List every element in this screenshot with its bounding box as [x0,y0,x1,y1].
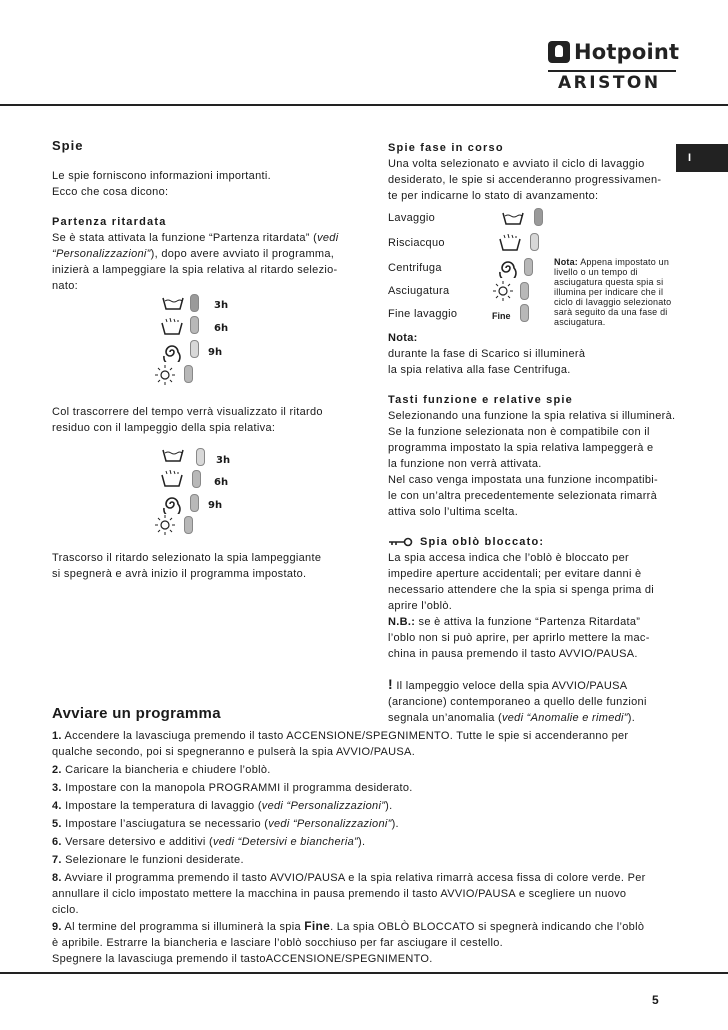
tasti-title: Tasti funzione e relative spie [388,394,573,406]
brand-hotpoint: Hotpoint [574,40,680,64]
language-tab: I [676,144,728,172]
trascorso-line-2: si spegnerà e avrà inizio il programma impostato. [52,568,307,580]
oblo-line-3: necessario attendere che la spia si spenga prima di [388,584,655,596]
phase-diagram [490,206,550,326]
nb-line-2: l’oblo non si può aprire, per aprirlo mettere la mac- [388,632,650,644]
warn-line-3: segnala un’anomalia (vedi “Anomalie e rimedi”). [388,712,636,724]
spin-icon [498,258,518,278]
led-asciugatura [520,282,529,300]
tasti-line-4: la funzione non verrà attivata. [388,458,542,470]
nota-small-line-4: illumina per indicare che il [554,287,664,297]
intro-line-2: Ecco che cosa dicono: [52,186,169,198]
warn-line-1: ! Il lampeggio veloce della spia AVVIO/PAUSA [388,676,628,692]
nota-line-1: durante la fase di Scarico si illuminerà [388,348,586,360]
tasti-line-6: le con un’altra precedentemente selezionata rimarrà [388,490,658,502]
wash-tub-icon [502,210,524,226]
dry-sun-icon [492,280,514,302]
fase-line-2: desiderato, le spie si accenderanno progressivamen- [388,174,662,186]
page-number: 5 [652,993,659,1007]
right-column-rest [388,330,688,726]
led-lavaggio [534,208,543,226]
nb-line-1: N.B.: se è attiva la funzione “Partenza Ritardata” [388,616,641,628]
partenza-title: Partenza ritardata [52,216,167,228]
tasti-line-1: Selezionando una funzione la spia relativa si illuminerà. [388,410,676,422]
nota-small-line-2: livello o un tempo di [554,267,638,277]
warn-line-2: (arancione) contemporaneo a quello delle funzioni [388,696,647,708]
oblo-line-4: aprire l’oblò. [388,600,453,612]
right-column-fase [388,140,678,204]
phase-lavaggio: Lavaggio [388,212,436,224]
nota-small-line-5: ciclo di lavaggio selezionato [554,297,672,307]
partenza-line-1: Se è stata attivata la funzione “Partenza ritardata” (vedi [52,232,339,244]
led-wash [196,448,205,466]
delay-6h: 6h [214,323,229,334]
avviare-title: Avviare un programma [52,705,221,722]
phase-risciacquo: Risciacquo [388,237,445,249]
nota-small-line-3: asciugatura questa spia si [554,277,664,287]
delay-9h: 9h [208,500,223,511]
nota-title: Nota: [388,332,418,344]
led-risciacquo [530,233,539,251]
delay-6h: 6h [214,477,229,488]
oblo-title: Spia oblò bloccato: [420,536,545,548]
step-6: 6. Versare detersivo e additivi (vedi “Detersivi e biancheria”). [52,836,366,848]
led-spin [190,494,199,512]
fase-line-1: Una volta selezionato e avviato il ciclo di lavaggio [388,158,645,170]
led-dry [184,365,193,383]
nb-line-3: china in pausa premendo il tasto AVVIO/PAUSA. [388,648,638,660]
fase-title: Spie fase in corso [388,142,504,154]
oblo-line-2: impedire aperture accidentali; per evitare danni è [388,568,642,580]
dry-sun-icon [154,364,176,386]
fine-label: Fine [492,311,511,321]
led-wash [190,294,199,312]
nota-small-line-7: asciugatura. [554,317,606,327]
header-rule [0,104,728,106]
left-column [52,138,342,294]
warning-icon: ! [388,676,393,692]
trascorso-block [52,550,342,582]
partenza-line-4: nato: [52,280,78,292]
oblo-heading [388,534,688,550]
delay-9h: 9h [208,347,223,358]
dry-sun-icon [154,514,176,536]
trascorrere-block [52,404,342,436]
trascorso-line-1: Trascorso il ritardo selezionato la spia lampeggiante [52,552,322,564]
footer-rule [0,972,728,974]
wash-tub-icon [162,295,184,311]
phase-fine-lavaggio: Fine lavaggio [388,308,458,320]
led-centrifuga [524,258,533,276]
oblo-line-1: La spia accesa indica che l’oblò è bloccato per [388,552,629,564]
nota-asciugatura [554,257,684,327]
led-fine [520,304,529,322]
tasti-line-7: attiva solo l’ultima scelta. [388,506,519,518]
tasti-line-5: Nel caso venga impostata una funzione incompatibi- [388,474,658,486]
delay-3h: 3h [216,455,231,466]
phase-asciugatura: Asciugatura [388,285,450,297]
wash-tub-icon [162,447,184,463]
step-8: 8. Avviare il programma premendo il tasto AVVIO/PAUSA e la spia relativa rimarrà accesa fissa di colore verde. Per annullare il ciclo impostato mettere la macchina in pausa premendo il tasto AVVIO/PAUSA e scegliere un nuovo ciclo. [52,872,646,916]
rinse-icon [498,234,522,252]
tasti-line-3: programma impostato la spia relativa lampeggerà e [388,442,654,454]
step-4: 4. Impostare la temperatura di lavaggio (vedi “Personalizzazioni”). [52,800,393,812]
brand-logo [548,38,680,100]
phase-centrifuga: Centrifuga [388,262,442,274]
trascorrere-line-1: Col trascorrere del tempo verrà visualizzato il ritardo [52,406,323,418]
hotpoint-icon [548,41,570,63]
section-title-spie: Spie [52,138,84,153]
led-rinse [192,470,201,488]
partenza-line-3: inizierà a lampeggiare la spia relativa al ritardo selezio- [52,264,338,276]
tasti-line-2: Se la funzione selezionata non è compatibile con il [388,426,650,438]
rinse-icon [160,318,184,336]
spin-icon [162,342,182,362]
step-7: 7. Selezionare le funzioni desiderate. [52,854,244,866]
step-1: 1. Accendere la lavasciuga premendo il tasto ACCENSIONE/SPEGNIMENTO. Tutte le spie si accenderanno per qualche secondo, poi si spegneranno e pulserà la spia AVVIO/PAUSA. [52,730,629,758]
delay-diagram-2 [150,444,250,544]
step-9: 9. Al termine del programma si illuminerà la spia Fine. La spia OBLÒ BLOCCATO si spegnerà indicando che l’oblò è apribile. Estrarre la biancheria e lasciare l’oblò socchiuso per far asciugare il cestello. Spegnere la lavasciuga premendo il tastoACCENSIONE/SPEGNIMENTO. [52,919,645,965]
step-3: 3. Impostare con la manopola PROGRAMMI il programma desiderato. [52,782,413,794]
partenza-line-2: “Personalizzazioni”), dopo avere avviato il programma, [52,248,335,260]
trascorrere-line-2: residuo con il lampeggio della spia relativa: [52,422,276,434]
nota-line-2: la spia relativa alla fase Centrifuga. [388,364,571,376]
fase-line-3: te per indicarne lo stato di avanzamento: [388,190,599,202]
nota-small-line-6: sarà seguito da una fase di [554,307,668,317]
led-rinse [190,316,199,334]
step-2: 2. Caricare la biancheria e chiudere l’oblò. [52,764,271,776]
led-dry [184,516,193,534]
delay-diagram-1 [150,292,250,392]
led-spin [190,340,199,358]
step-5: 5. Impostare l’asciugatura se necessario (vedi “Personalizzazioni”). [52,818,399,830]
delay-3h: 3h [214,300,229,311]
nota-small-line-1: Nota: Appena impostato un [554,257,670,267]
intro-line-1: Le spie forniscono informazioni importanti. [52,170,271,182]
rinse-icon [160,470,184,488]
key-icon [388,537,414,547]
brand-ariston: ARISTON [558,73,661,93]
spin-icon [162,494,182,514]
